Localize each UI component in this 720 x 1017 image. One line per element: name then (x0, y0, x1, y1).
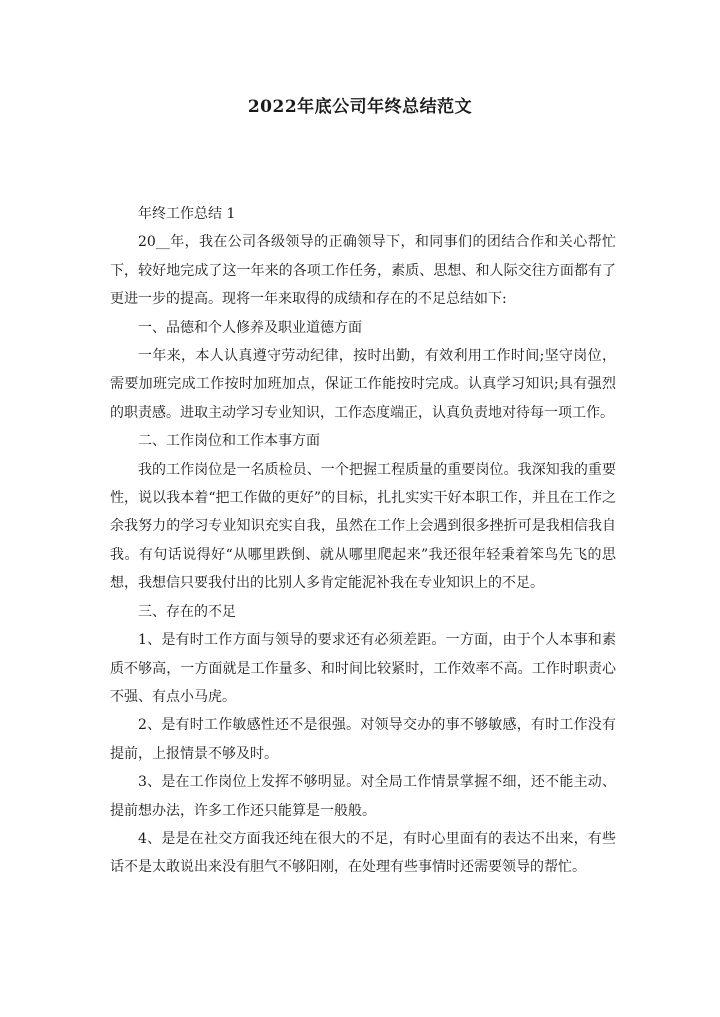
shortcoming-item-3: 3、是在工作岗位上发挥不够明显。对全局工作情景掌握不细，还不能主动、提前想办法，许多工作还只能算是一般般。 (110, 774, 616, 819)
section-heading-1: 一、品德和个人修养及职业道德方面 (138, 319, 362, 336)
intro-paragraph: 20__年，我在公司各级领导的正确领导下，和同事们的团结合作和关心帮忙下，较好地完成了这一年来的各项工作任务，素质、思想、和人际交往方面都有了更进一步的提高。现将一年来取得的成绩和存在的不足总结如下: (110, 234, 616, 308)
shortcoming-item-4: 4、是是在社交方面我还纯在很大的不足，有时心里面有的表达不出来，有些话不是太敢说出来没有胆气不够阳刚，在处理有些事情时还需要领导的帮忙。 (110, 830, 616, 876)
document-title: 2022年底公司年终总结范文 (247, 97, 473, 117)
shortcoming-item-1: 1、是有时工作方面与领导的要求还有必须差距。一方面，由于个人本事和素质不够高，一方面就是工作量多、和时间比较紧时，工作效率不高。工作时职责心不强、有点小马虎。 (110, 632, 616, 705)
section-heading-2: 二、工作岗位和工作本事方面 (138, 433, 320, 450)
section-paragraph-2: 我的工作岗位是一名质检员、一个把握工程质量的重要岗位。我深知我的重要性，说以我本着“把工作做的更好”的目标，扎扎实实干好本职工作，并且在工作之余我努力的学习专业知识充实自我，虽然在工作上会遇到很多挫折可是我相信我自我。有句话说得好“从哪里跌倒、就从哪里爬起来”我还很年轻秉着笨鸟先飞的思想，我想信只要我付出的比别人多肯定能泥补我在专业知识上的不足。 (110, 461, 616, 592)
section-paragraph-1: 一年来，本人认真遵守劳动纪律，按时出勤，有效利用工作时间;坚守岗位，需要加班完成工作按时加班加点，保证工作能按时完成。认真学习知识;具有强烈的职责感。进取主动学习专业知识，工作态度端正，认真负责地对待每一项工作。 (110, 348, 616, 421)
shortcoming-item-2: 2、是有时工作敏感性还不是很强。对领导交办的事不够敏感，有时工作没有提前，上报情景不够及时。 (110, 717, 616, 762)
section-heading-3: 三、存在的不足 (138, 603, 236, 620)
section-label: 年终工作总结 1 (138, 206, 236, 222)
document-body (110, 200, 616, 882)
